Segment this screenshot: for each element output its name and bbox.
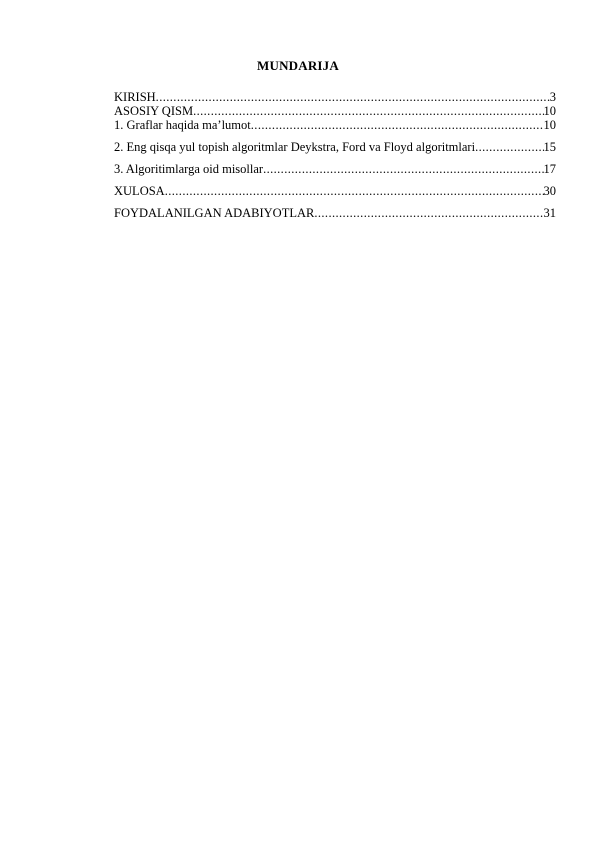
toc-entry-asosiy-qism <box>114 104 556 118</box>
toc-entry-page: 30 <box>543 184 556 198</box>
toc-entry-label: FOYDALANILGAN ADABIYOTLAR <box>114 206 315 220</box>
toc-entry-page: 10 <box>543 104 556 118</box>
toc-dot-leader <box>156 90 550 104</box>
toc-entry-page: 17 <box>543 162 556 176</box>
toc-entry-page: 10 <box>543 118 556 132</box>
toc-title: MUNDARIJA <box>257 58 339 73</box>
toc-entry-page: 15 <box>543 140 556 154</box>
toc-dot-leader <box>263 162 543 176</box>
toc-entry-label: 2. Eng qisqa yul topish algoritmlar Deykstra, Ford va Floyd algoritmlari <box>114 140 476 154</box>
toc-entry-label: 3. Algoritimlarga oid misollar <box>114 162 264 176</box>
toc-dot-leader <box>165 184 544 198</box>
toc-entry-page: 31 <box>543 206 556 220</box>
toc-entry-misollar <box>114 162 556 176</box>
toc-entry-page: 3 <box>549 90 556 104</box>
toc-entry-adabiyotlar <box>114 206 556 220</box>
toc-entry-label: KIRISH <box>114 90 156 104</box>
toc-entry-graflar <box>114 118 556 132</box>
toc-entry-kirish <box>114 90 556 104</box>
toc-entry-label: 1. Graflar haqida ma’lumot <box>114 118 251 132</box>
toc-dot-leader <box>193 104 543 118</box>
toc-dot-leader <box>475 140 543 154</box>
table-of-contents <box>114 90 556 220</box>
toc-entry-xulosa <box>114 184 556 198</box>
toc-entry-label: XULOSA <box>114 184 165 198</box>
toc-dot-leader <box>251 118 544 132</box>
toc-entry-label: ASOSIY QISM <box>114 104 194 118</box>
toc-entry-algoritmlar <box>114 140 556 154</box>
toc-dot-leader <box>314 206 543 220</box>
